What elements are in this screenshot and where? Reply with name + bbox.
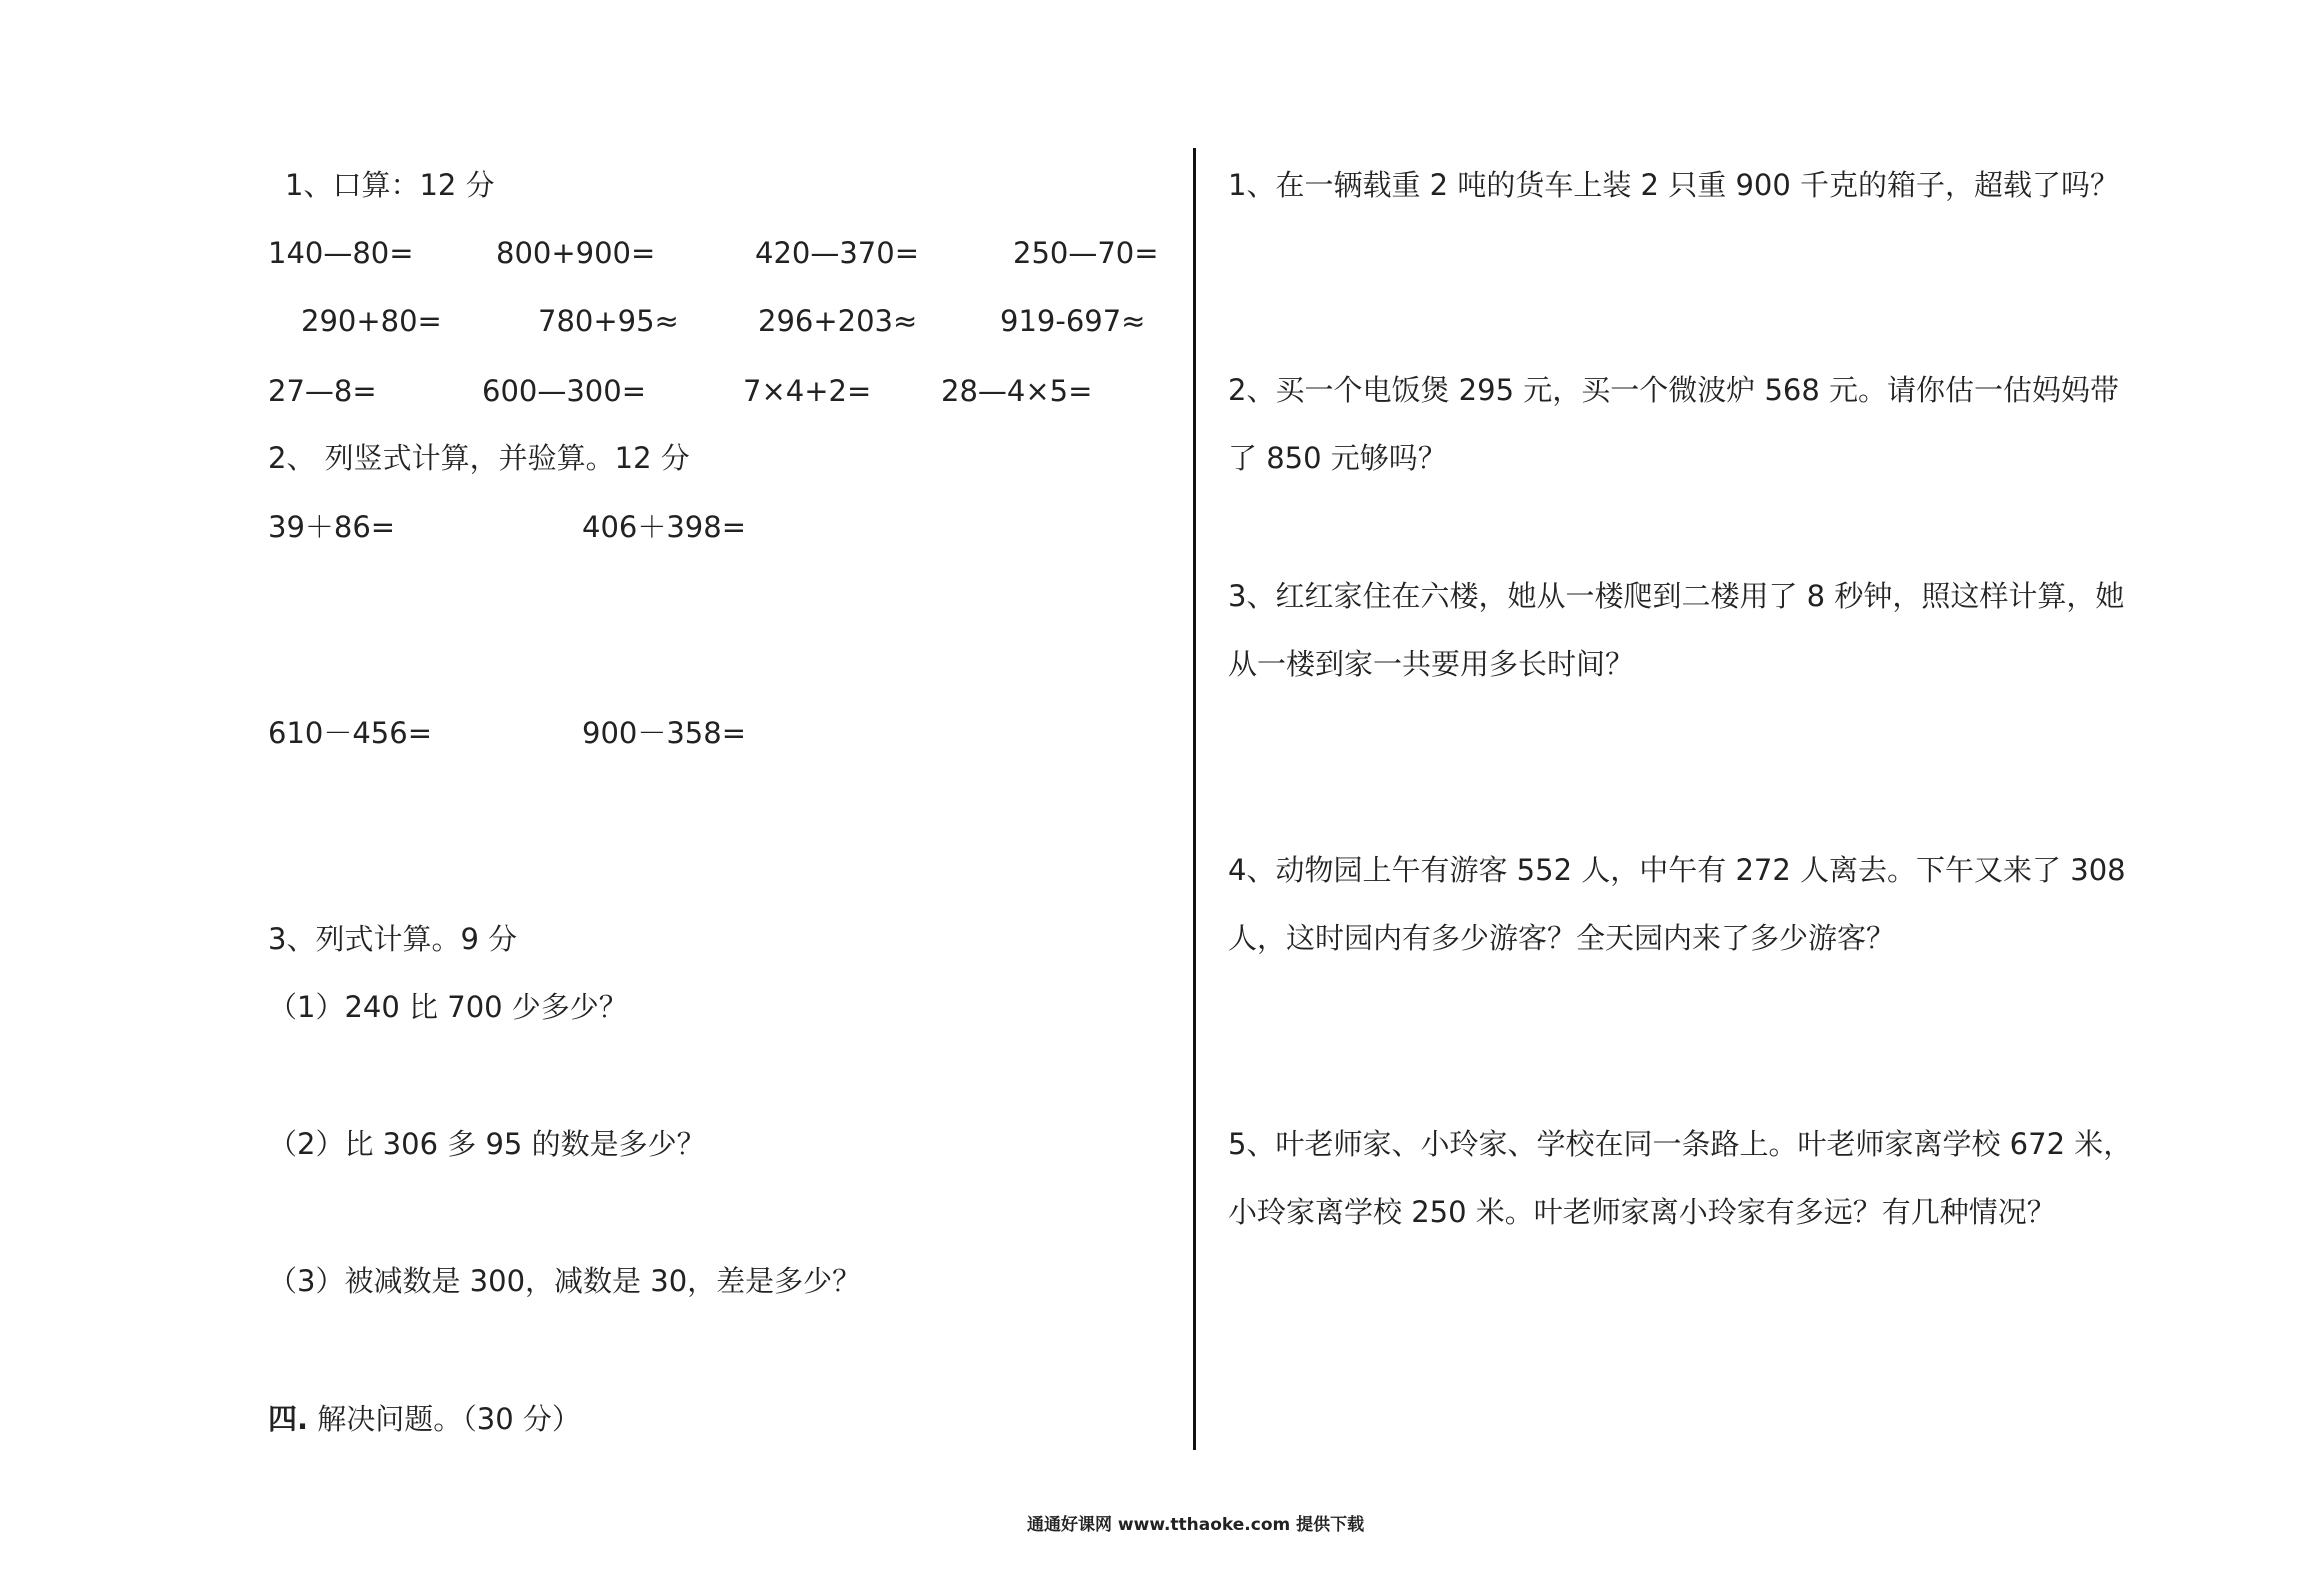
calc-item: 600—300= [482, 374, 647, 408]
vertical-calc-item: 610－456= [268, 716, 433, 750]
vertical-calc-item: 39＋86= [268, 510, 396, 544]
calc-item: 250—70= [1013, 236, 1159, 270]
calc-item: 290+80= [301, 304, 442, 338]
section4-label: 四. [268, 1402, 309, 1436]
problem-3-line1: 3、红红家住在六楼，她从一楼爬到二楼用了 8 秒钟，照这样计算，她 [1228, 579, 2125, 613]
calc-item: 140—80= [268, 236, 414, 270]
problem-4-line1: 4、动物园上午有游客 552 人，中午有 272 人离去。下午又来了 308 [1228, 853, 2126, 887]
vertical-calc-item: 900－358= [582, 716, 747, 750]
problem-3-line2: 从一楼到家一共要用多长时间？ [1228, 647, 1635, 681]
calc-item: 27—8= [268, 374, 377, 408]
section1-title: 1、口算：12 分 [285, 168, 495, 202]
section3-question: （3）被减数是 300，减数是 30，差是多少？ [268, 1264, 862, 1298]
calc-item: 420—370= [755, 236, 920, 270]
section3-title: 3、列式计算。9 分 [268, 922, 518, 956]
section2-title: 2、 列竖式计算，并验算。12 分 [268, 441, 690, 475]
section3-question: （2）比 306 多 95 的数是多少？ [268, 1127, 706, 1161]
problem-2-line2: 了 850 元够吗？ [1228, 441, 1447, 475]
problem-2-line1: 2、买一个电饭煲 295 元，买一个微波炉 568 元。请你估一估妈妈带 [1228, 373, 2120, 407]
problem-1: 1、在一辆载重 2 吨的货车上装 2 只重 900 千克的箱子，超载了吗？ [1228, 168, 2120, 202]
problem-5-line1: 5、叶老师家、小玲家、学校在同一条路上。叶老师家离学校 672 米， [1228, 1127, 2133, 1161]
section3-question: （1）240 比 700 少多少？ [268, 990, 628, 1024]
calc-item: 28—4×5= [941, 374, 1093, 408]
calc-item: 780+95≈ [538, 304, 679, 338]
section4-title: 解决问题。（30 分） [317, 1402, 581, 1436]
calc-item: 919-697≈ [1000, 304, 1146, 338]
column-divider [1193, 148, 1196, 1450]
footer-credit: 通通好课网 www.tthaoke.com 提供下载 [1027, 1515, 1365, 1535]
section4-heading [268, 1402, 581, 1436]
vertical-calc-item: 406＋398= [582, 510, 747, 544]
problem-4-line2: 人，这时园内有多少游客？全天园内来了多少游客？ [1228, 921, 1896, 955]
calc-item: 7×4+2= [743, 374, 872, 408]
calc-item: 800+900= [496, 236, 656, 270]
calc-item: 296+203≈ [758, 304, 918, 338]
problem-5-line2: 小玲家离学校 250 米。叶老师家离小玲家有多远？有几种情况？ [1228, 1195, 2056, 1229]
